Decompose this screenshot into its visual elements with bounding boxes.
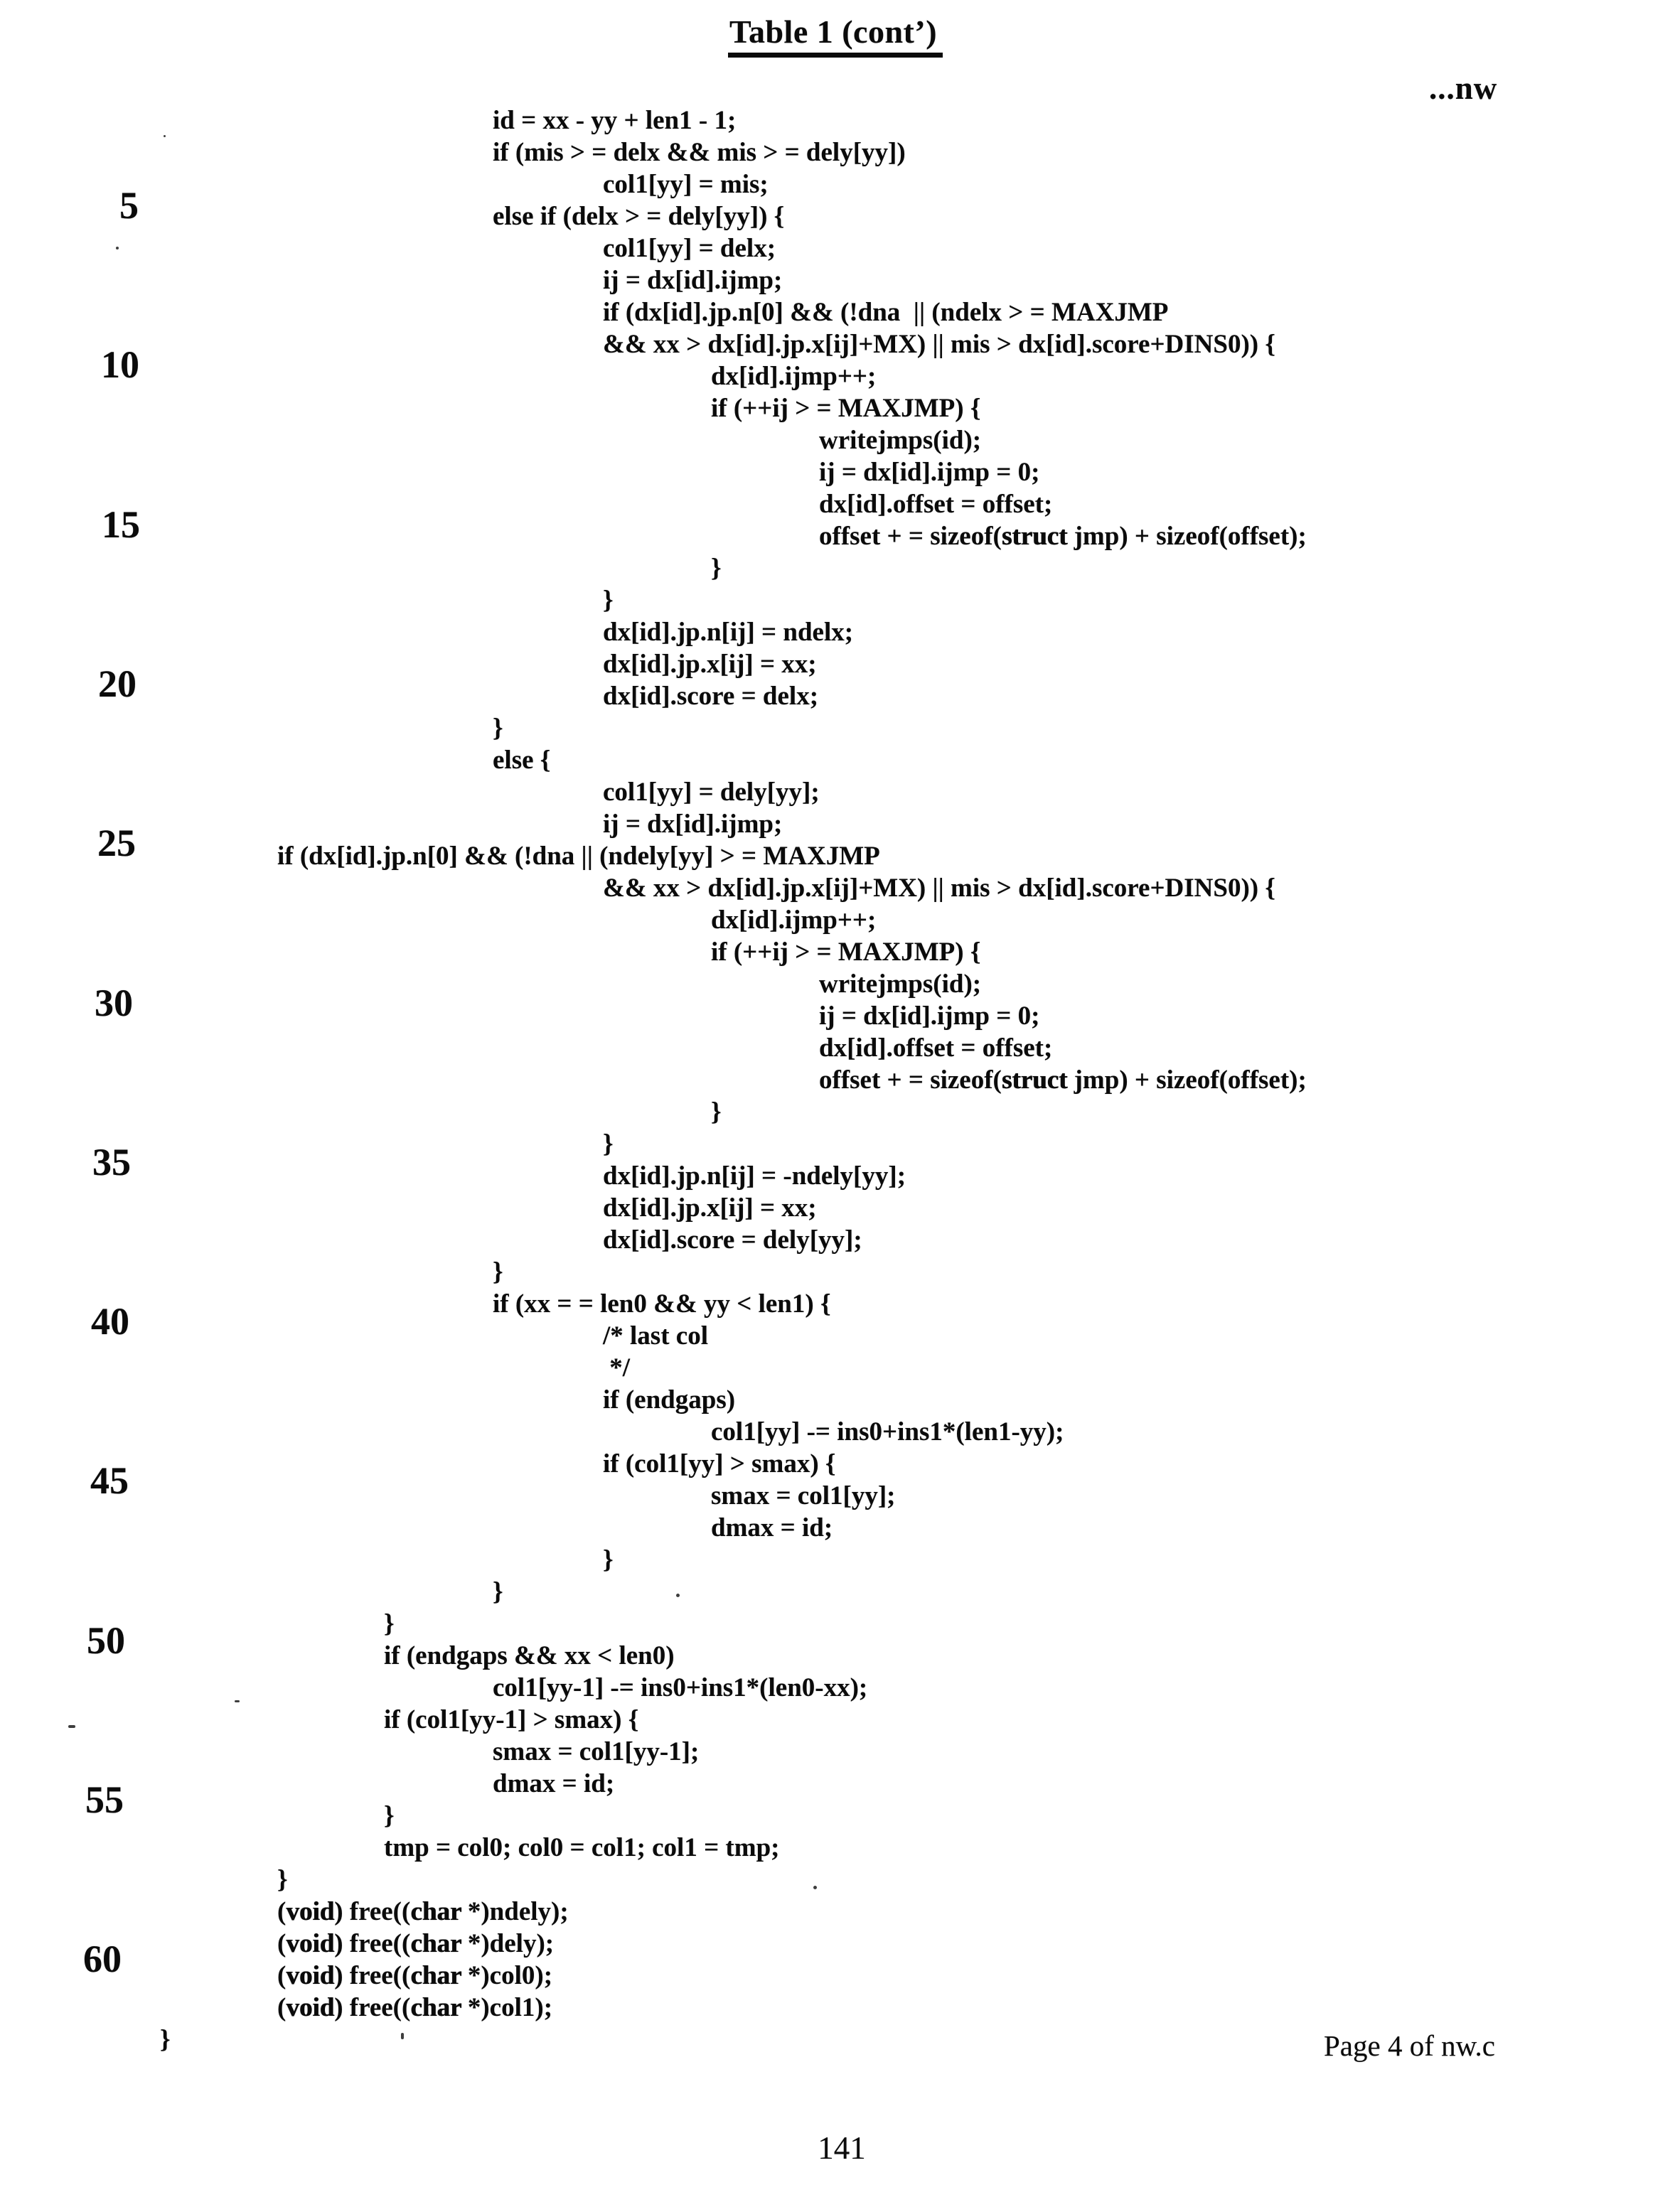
code-line: else if (delx > = dely[yy]) { bbox=[493, 202, 785, 231]
code-line: col1[yy] = mis; bbox=[603, 170, 769, 199]
code-line: dx[id].offset = offset; bbox=[819, 490, 1053, 519]
code-line: col1[yy-1] -= ins0+ins1*(len0-xx); bbox=[493, 1673, 868, 1702]
code-line: dmax = id; bbox=[493, 1769, 615, 1798]
line-number: 50 bbox=[87, 1619, 125, 1662]
code-line: offset + = sizeof(struct jmp) + sizeof(offset); bbox=[819, 1065, 1307, 1095]
code-line: col1[yy] = delx; bbox=[603, 234, 776, 263]
code-line: (void) free((char *)col0); bbox=[277, 1961, 553, 1990]
code-line: } bbox=[493, 1577, 503, 1606]
line-number: 10 bbox=[101, 343, 139, 386]
scan-speck bbox=[401, 2033, 404, 2039]
scan-speck bbox=[235, 1700, 240, 1702]
code-line: smax = col1[yy]; bbox=[711, 1481, 896, 1510]
code-line: dmax = id; bbox=[711, 1513, 833, 1542]
code-line: (void) free((char *)ndely); bbox=[277, 1897, 569, 1926]
code-line: writejmps(id); bbox=[819, 426, 982, 455]
code-line: if (dx[id].jp.n[0] && (!dna || (ndely[yy] > = MAXJMP bbox=[277, 842, 880, 871]
code-line: writejmps(id); bbox=[819, 970, 982, 999]
code-line: } bbox=[493, 714, 503, 743]
code-line: } bbox=[711, 1097, 722, 1127]
line-number: 30 bbox=[95, 982, 133, 1024]
code-line: smax = col1[yy-1]; bbox=[493, 1737, 700, 1766]
code-line: else { bbox=[493, 746, 551, 775]
line-number: 55 bbox=[85, 1778, 124, 1821]
line-number: 20 bbox=[98, 662, 137, 705]
code-line: if (endgaps && xx < len0) bbox=[384, 1641, 675, 1670]
line-number: 45 bbox=[90, 1459, 129, 1502]
code-line: } bbox=[711, 554, 722, 583]
code-line: id = xx - yy + len1 - 1; bbox=[493, 106, 737, 135]
code-line: tmp = col0; col0 = col1; col1 = tmp; bbox=[384, 1833, 780, 1862]
code-line: dx[id].ijmp++; bbox=[711, 906, 877, 935]
code-line: if (++ij > = MAXJMP) { bbox=[711, 938, 981, 967]
line-number: 5 bbox=[119, 184, 139, 227]
scan-speck bbox=[164, 135, 166, 137]
line-number: 25 bbox=[97, 822, 136, 864]
code-line: (void) free((char *)dely); bbox=[277, 1929, 555, 1958]
code-line: offset + = sizeof(struct jmp) + sizeof(offset); bbox=[819, 522, 1307, 551]
code-line: } bbox=[384, 1609, 395, 1638]
code-line: if (dx[id].jp.n[0] && (!dna || (ndelx > = MAXJMP bbox=[603, 298, 1169, 327]
code-line: col1[yy] -= ins0+ins1*(len1-yy); bbox=[711, 1417, 1064, 1446]
code-line: && xx > dx[id].jp.x[ij]+MX) || mis > dx[id].score+DINS0)) { bbox=[603, 874, 1275, 903]
code-line: ij = dx[id].ijmp = 0; bbox=[819, 458, 1040, 487]
code-line: ij = dx[id].ijmp; bbox=[603, 266, 783, 295]
code-line: } bbox=[160, 2025, 171, 2054]
scan-speck bbox=[813, 1886, 817, 1889]
code-line: /* last col bbox=[603, 1321, 708, 1351]
page-number: 141 bbox=[818, 2130, 866, 2166]
code-line: if (xx = = len0 && yy < len1) { bbox=[493, 1289, 831, 1319]
code-line: dx[id].jp.n[ij] = ndelx; bbox=[603, 618, 854, 647]
line-number: 40 bbox=[91, 1300, 129, 1343]
code-line: ij = dx[id].ijmp = 0; bbox=[819, 1002, 1040, 1031]
code-line: if (endgaps) bbox=[603, 1385, 736, 1414]
scan-speck bbox=[676, 1594, 680, 1597]
scan-speck bbox=[116, 247, 119, 249]
code-line: } bbox=[277, 1865, 288, 1894]
code-line: dx[id].jp.x[ij] = xx; bbox=[603, 1193, 817, 1223]
code-line: dx[id].score = dely[yy]; bbox=[603, 1225, 862, 1255]
page-footer-note: Page 4 of nw.c bbox=[1324, 2029, 1495, 2062]
code-line: if (mis > = delx && mis > = dely[yy]) bbox=[493, 138, 906, 167]
code-line: } bbox=[603, 1129, 614, 1159]
code-line: } bbox=[493, 1257, 503, 1287]
line-number: 35 bbox=[92, 1141, 131, 1183]
code-line: (void) free((char *)col1); bbox=[277, 1993, 553, 2022]
code-line: dx[id].jp.x[ij] = xx; bbox=[603, 650, 817, 679]
code-line: dx[id].ijmp++; bbox=[711, 362, 877, 391]
code-line: ij = dx[id].ijmp; bbox=[603, 810, 783, 839]
code-line: dx[id].jp.n[ij] = -ndely[yy]; bbox=[603, 1161, 906, 1191]
code-line: dx[id].offset = offset; bbox=[819, 1033, 1053, 1063]
table-title: Table 1 (cont’) bbox=[728, 13, 943, 58]
code-line: } bbox=[603, 586, 614, 615]
code-line: if (col1[yy-1] > smax) { bbox=[384, 1705, 639, 1734]
line-number: 15 bbox=[102, 503, 140, 546]
line-number: 60 bbox=[83, 1938, 122, 1980]
code-line: if (col1[yy] > smax) { bbox=[603, 1449, 836, 1478]
code-line: if (++ij > = MAXJMP) { bbox=[711, 394, 981, 423]
scan-speck bbox=[68, 1725, 75, 1728]
code-line: && xx > dx[id].jp.x[ij]+MX) || mis > dx[id].score+DINS0)) { bbox=[603, 330, 1275, 359]
code-line: dx[id].score = delx; bbox=[603, 682, 819, 711]
code-line: } bbox=[384, 1801, 395, 1830]
code-line: } bbox=[603, 1545, 614, 1574]
file-corner-tag: ...nw bbox=[1429, 70, 1498, 106]
code-line: col1[yy] = dely[yy]; bbox=[603, 778, 820, 807]
code-line: */ bbox=[603, 1353, 631, 1382]
